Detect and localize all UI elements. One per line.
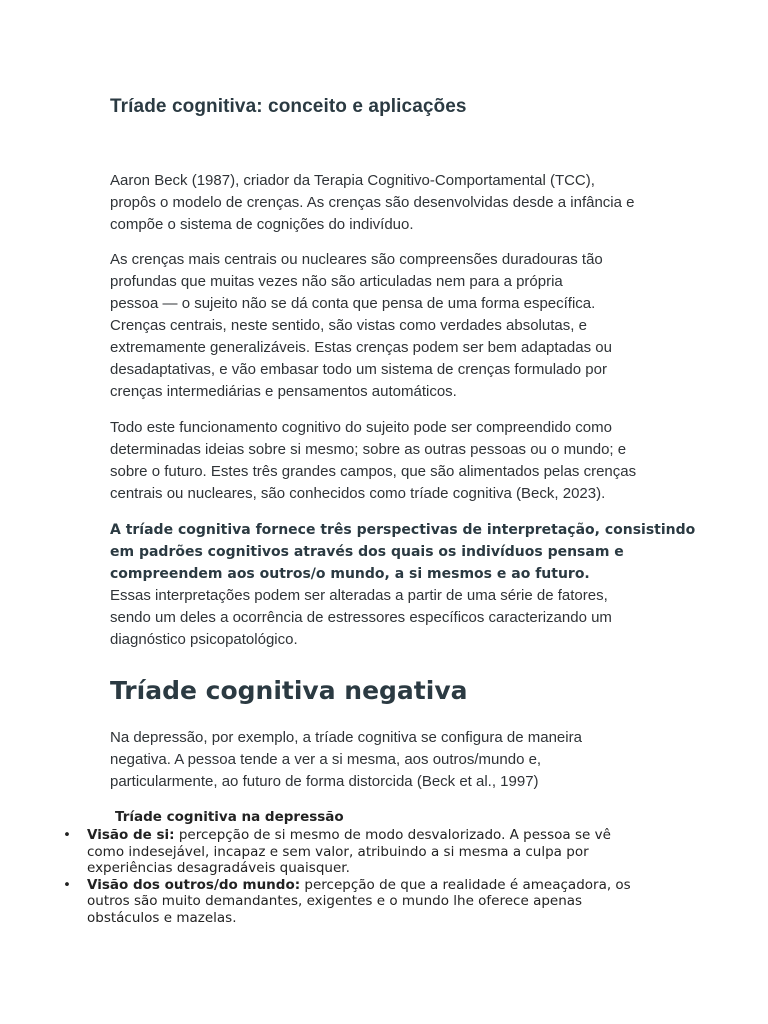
text-line: outros são muito demandantes, exigentes e o mundo lhe oferece apenas bbox=[87, 893, 583, 909]
text-line: As crenças mais centrais ou nucleares são compreensões duradouras tão bbox=[110, 251, 603, 268]
bullet-text: percepção de que a realidade é ameaçadora, os bbox=[300, 876, 631, 893]
text-line: pessoa — o sujeito não se dá conta que pensa de uma forma específica. bbox=[110, 295, 596, 312]
text-line: particularmente, ao futuro de forma distorcida (Beck et al., 1997) bbox=[110, 773, 539, 790]
text-line: negativa. A pessoa tende a ver a si mesma, aos outros/mundo e, bbox=[110, 751, 542, 768]
paragraph-depression-example bbox=[110, 727, 670, 793]
list-item bbox=[60, 877, 700, 927]
text-line: Aaron Beck (1987), criador da Terapia Cognitivo-Comportamental (TCC), bbox=[110, 172, 595, 189]
bullet-term: Visão dos outros/do mundo: bbox=[87, 876, 301, 893]
bullet-list bbox=[60, 827, 700, 926]
list-item bbox=[60, 827, 700, 877]
text-line: Crenças centrais, neste sentido, são vistas como verdades absolutas, e bbox=[110, 317, 587, 334]
bold-text-line: compreendem aos outros/o mundo, a si mesmos e ao futuro. bbox=[110, 566, 590, 582]
text-line: desadaptativas, e vão embasar todo um sistema de crenças formulado por bbox=[110, 361, 607, 378]
text-line: propôs o modelo de crenças. As crenças são desenvolvidas desde a infância e bbox=[110, 194, 635, 211]
text-line: como indesejável, incapaz e sem valor, atribuindo a si mesma a culpa por bbox=[87, 843, 589, 860]
bold-text-line: em padrões cognitivos através dos quais os indivíduos pensam e bbox=[110, 544, 624, 560]
text-line: Todo este funcionamento cognitivo do sujeito pode ser compreendido como bbox=[110, 419, 612, 436]
text-line: obstáculos e mazelas. bbox=[87, 909, 237, 926]
bullet-first-line bbox=[87, 877, 700, 894]
paragraph-core-beliefs bbox=[110, 249, 670, 403]
article-title: Tríade cognitiva: conceito e aplicações bbox=[110, 96, 467, 117]
text-line: sendo um deles a ocorrência de estressores específicos caracterizando um bbox=[110, 609, 612, 626]
bold-text-line: A tríade cognitiva fornece três perspectivas de interpretação, consistindo bbox=[110, 522, 696, 538]
subheading-triad-depression: Tríade cognitiva na depressão bbox=[115, 809, 344, 825]
text-line: experiências desagradáveis quaisquer. bbox=[87, 860, 350, 876]
text-line: profundas que muitas vezes não são articuladas nem para a própria bbox=[110, 273, 563, 290]
text-line: determinadas ideias sobre si mesmo; sobre as outras pessoas ou o mundo; e bbox=[110, 441, 627, 458]
text-line: sobre o futuro. Estes três grandes campos, que são alimentados pelas crenças bbox=[110, 463, 637, 480]
bullet-first-line bbox=[87, 827, 700, 844]
text-line: Essas interpretações podem ser alteradas a partir de uma série de fatores, bbox=[110, 587, 608, 604]
section-heading-negative-triad: Tríade cognitiva negativa bbox=[110, 676, 468, 705]
bullet-text: percepção de si mesmo de modo desvalorizado. A pessoa se vê bbox=[174, 827, 611, 843]
paragraph-cognitive-functioning bbox=[110, 417, 670, 505]
bullet-icon: • bbox=[63, 827, 71, 843]
text-line: extremamente generalizáveis. Estas crenças podem ser bem adaptadas ou bbox=[110, 339, 612, 356]
paragraph-beck-model bbox=[110, 170, 670, 236]
paragraph-triad-perspectives bbox=[110, 519, 696, 651]
text-line: diagnóstico psicopatológico. bbox=[110, 631, 298, 648]
text-line: centrais ou nucleares, são conhecidos como tríade cognitiva (Beck, 2023). bbox=[110, 485, 606, 502]
text-line: Na depressão, por exemplo, a tríade cognitiva se configura de maneira bbox=[110, 729, 582, 746]
bullet-icon: • bbox=[63, 876, 71, 893]
text-line: crenças intermediárias e pensamentos automáticos. bbox=[110, 383, 457, 400]
bullet-term: Visão de si: bbox=[87, 827, 175, 843]
text-line: compõe o sistema de cognições do indivíduo. bbox=[110, 216, 414, 233]
